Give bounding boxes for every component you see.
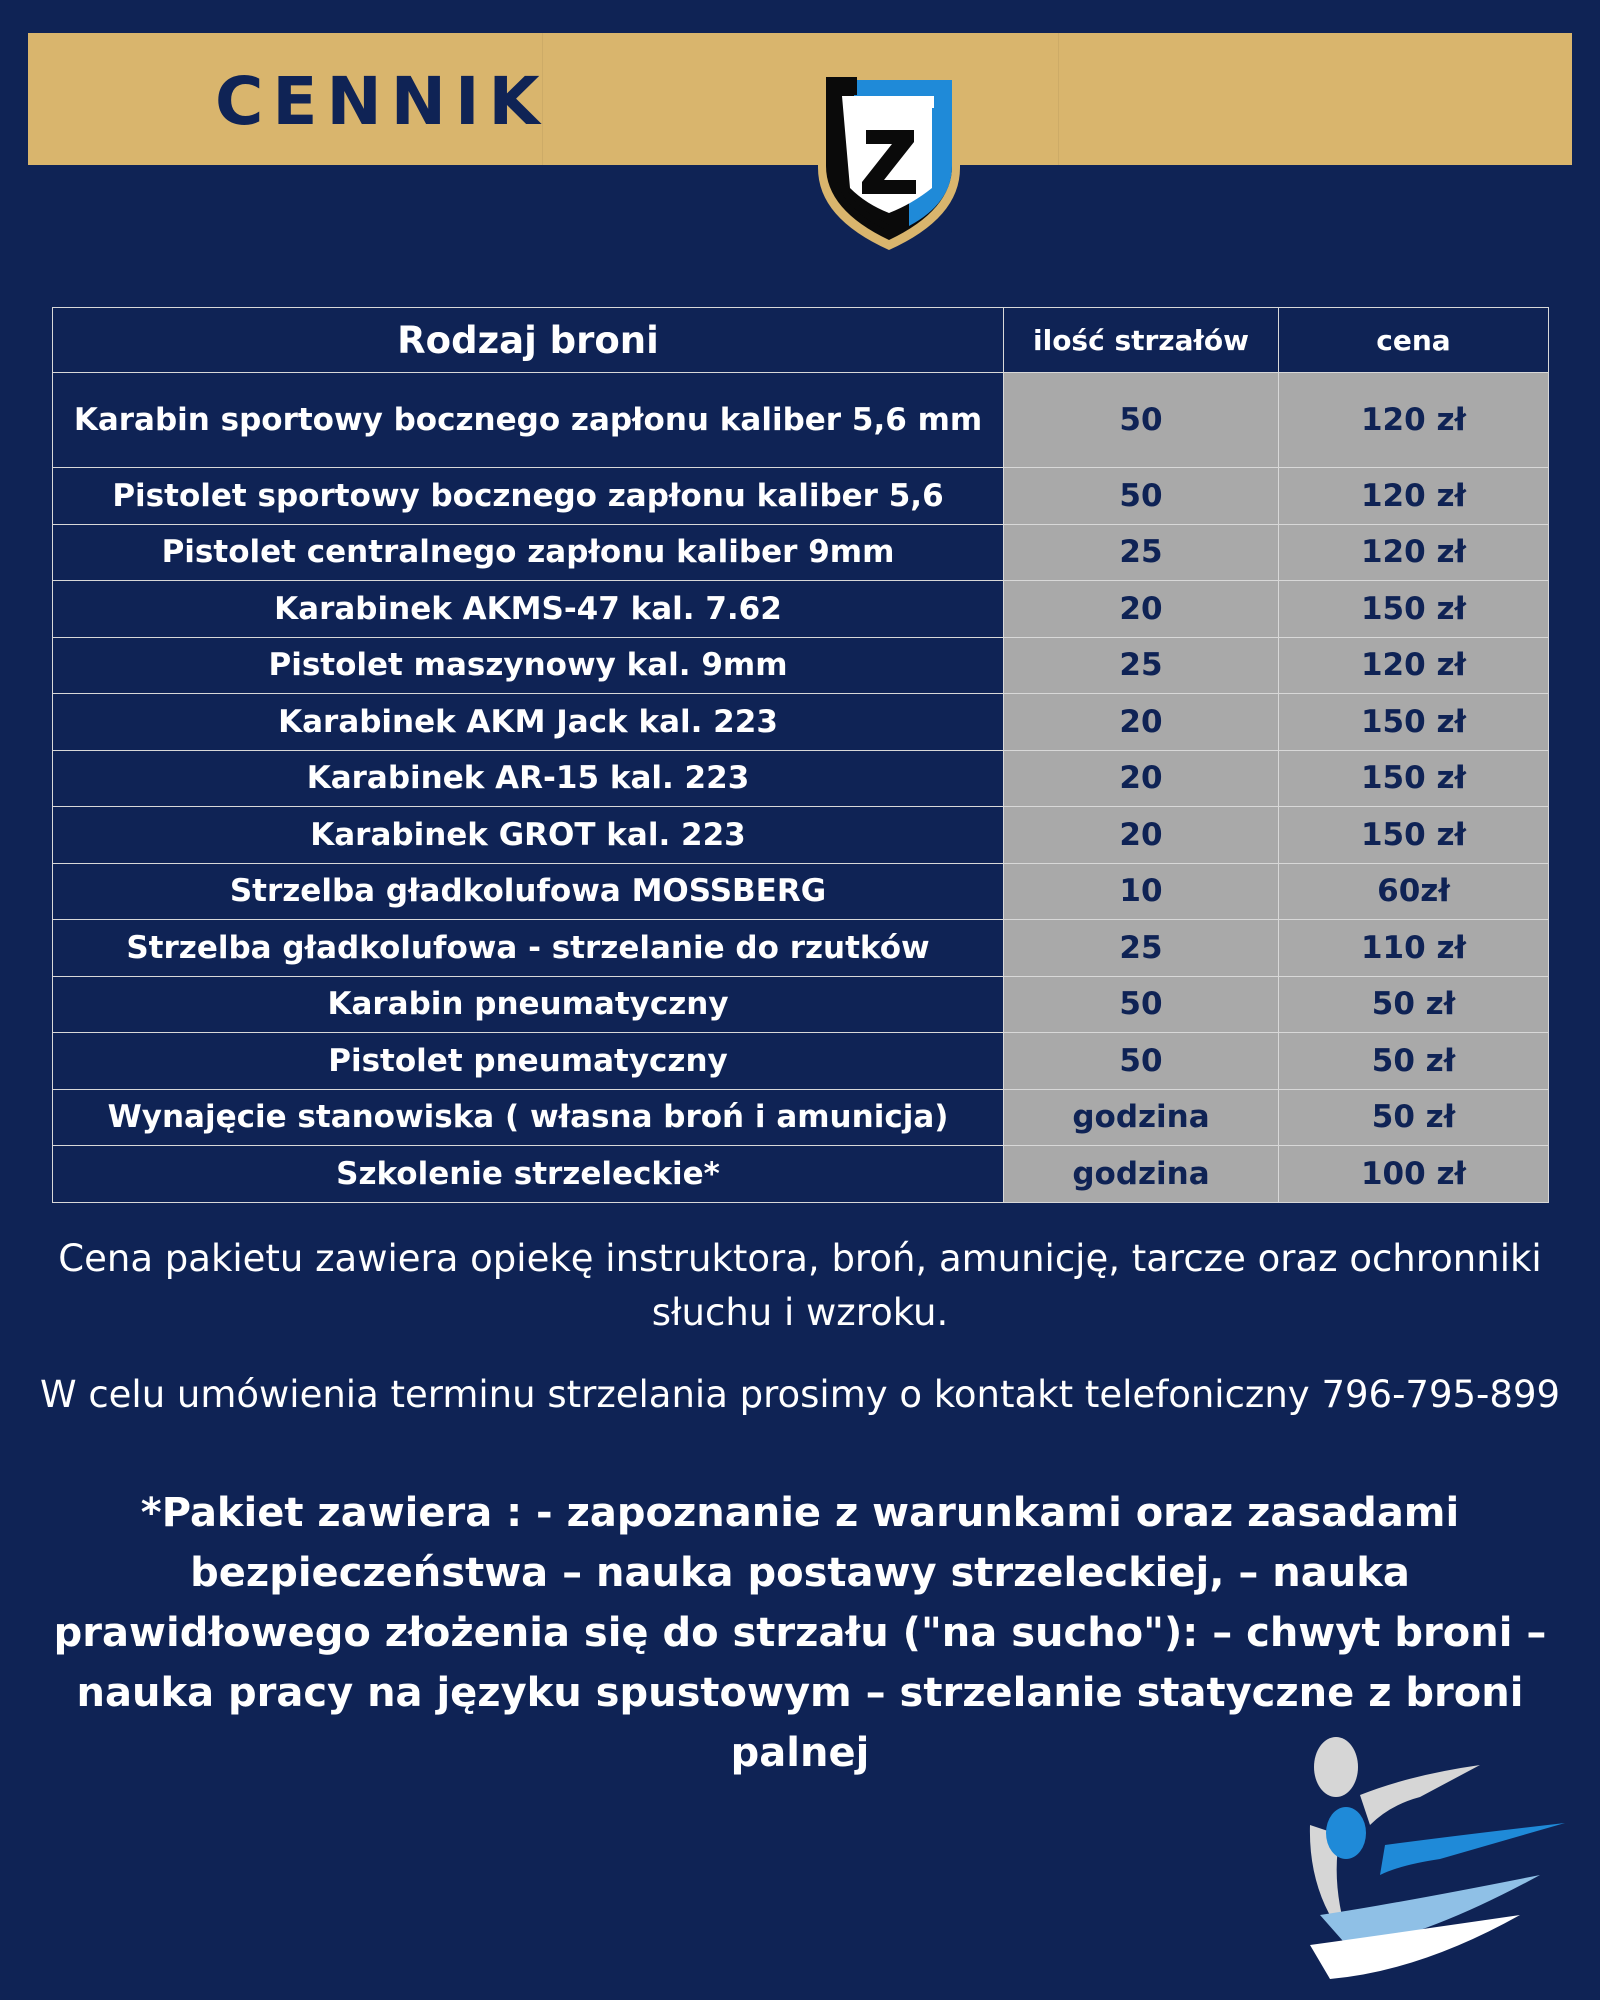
weapon-name: Wynajęcie stanowiska ( własna broń i amunicja): [53, 1089, 1004, 1146]
table-row: [53, 807, 1549, 864]
shot-count: 20: [1004, 581, 1279, 638]
weapon-name: Strzelba gładkolufowa MOSSBERG: [53, 863, 1004, 920]
contact-note: W celu umówienia terminu strzelania prosimy o kontakt telefoniczny 796-795-899: [39, 1373, 1561, 1416]
table-row: [53, 976, 1549, 1033]
price-value: 120 zł: [1279, 468, 1549, 525]
table-row: [53, 750, 1549, 807]
table-row: [53, 524, 1549, 581]
shot-count: 25: [1004, 524, 1279, 581]
shooter-figure-logo: [1290, 1735, 1570, 1985]
price-value: 150 zł: [1279, 750, 1549, 807]
shot-count: 10: [1004, 863, 1279, 920]
weapon-name: Pistolet centralnego zapłonu kaliber 9mm: [53, 524, 1004, 581]
weapon-name: Szkolenie strzeleckie*: [53, 1146, 1004, 1203]
table-row: [53, 581, 1549, 638]
price-value: 100 zł: [1279, 1146, 1549, 1203]
table-row: [53, 694, 1549, 751]
shot-count: 50: [1004, 1033, 1279, 1090]
price-value: 50 zł: [1279, 1089, 1549, 1146]
weapon-name: Karabinek GROT kal. 223: [53, 807, 1004, 864]
price-value: 120 zł: [1279, 524, 1549, 581]
weapon-name: Pistolet maszynowy kal. 9mm: [53, 637, 1004, 694]
header-weapon-type: Rodzaj broni: [53, 308, 1004, 373]
shot-count: 50: [1004, 373, 1279, 468]
shot-count: 25: [1004, 920, 1279, 977]
weapon-name: Pistolet pneumatyczny: [53, 1033, 1004, 1090]
shot-count: 20: [1004, 750, 1279, 807]
shot-count: godzina: [1004, 1089, 1279, 1146]
table-row: [53, 468, 1549, 525]
package-price-note: Cena pakietu zawiera opiekę instruktora, broń, amunicję, tarcze oraz ochronniki słuchu i wzroku.: [58, 1237, 1542, 1334]
table-row: [53, 373, 1549, 468]
shot-count: 25: [1004, 637, 1279, 694]
shot-count: godzina: [1004, 1146, 1279, 1203]
price-value: 150 zł: [1279, 694, 1549, 751]
table-row: [53, 920, 1549, 977]
shot-count: 50: [1004, 976, 1279, 1033]
weapon-name: Karabinek AR-15 kal. 223: [53, 750, 1004, 807]
price-value: 110 zł: [1279, 920, 1549, 977]
price-value: 50 zł: [1279, 1033, 1549, 1090]
table-header-row: [53, 308, 1549, 373]
table-row: [53, 637, 1549, 694]
price-value: 120 zł: [1279, 637, 1549, 694]
price-value: 50 zł: [1279, 976, 1549, 1033]
price-value: 150 zł: [1279, 581, 1549, 638]
table-row: [53, 1033, 1549, 1090]
weapon-name: Pistolet sportowy bocznego zapłonu kaliber 5,6: [53, 468, 1004, 525]
weapon-name: Strzelba gładkolufowa - strzelanie do rzutków: [53, 920, 1004, 977]
club-crest-logo: [814, 68, 964, 254]
package-contents-note: *Pakiet zawiera : - zapoznanie z warunkami oraz zasadami bezpieczeństwa – nauka postawy strzeleckiej, – nauka prawidłowego złożenia się do strzału ("na sucho"): – chwyt broni – nauka pracy na języku spustowym – strzelanie statyczne z broni palnej: [53, 1490, 1547, 1776]
price-value: 150 zł: [1279, 807, 1549, 864]
price-value: 60zł: [1279, 863, 1549, 920]
weapon-name: Karabin sportowy bocznego zapłonu kaliber 5,6 mm: [53, 373, 1004, 468]
table-row: [53, 1089, 1549, 1146]
shot-count: 20: [1004, 694, 1279, 751]
table-row: [53, 1146, 1549, 1203]
header-price: cena: [1279, 308, 1549, 373]
weapon-name: Karabinek AKM Jack kal. 223: [53, 694, 1004, 751]
price-value: 120 zł: [1279, 373, 1549, 468]
header-shot-count: ilość strzałów: [1004, 308, 1279, 373]
weapon-name: Karabin pneumatyczny: [53, 976, 1004, 1033]
weapon-name: Karabinek AKMS-47 kal. 7.62: [53, 581, 1004, 638]
table-row: [53, 863, 1549, 920]
shot-count: 50: [1004, 468, 1279, 525]
page-title: CENNIK: [215, 63, 549, 140]
shot-count: 20: [1004, 807, 1279, 864]
price-table: [52, 307, 1549, 1203]
